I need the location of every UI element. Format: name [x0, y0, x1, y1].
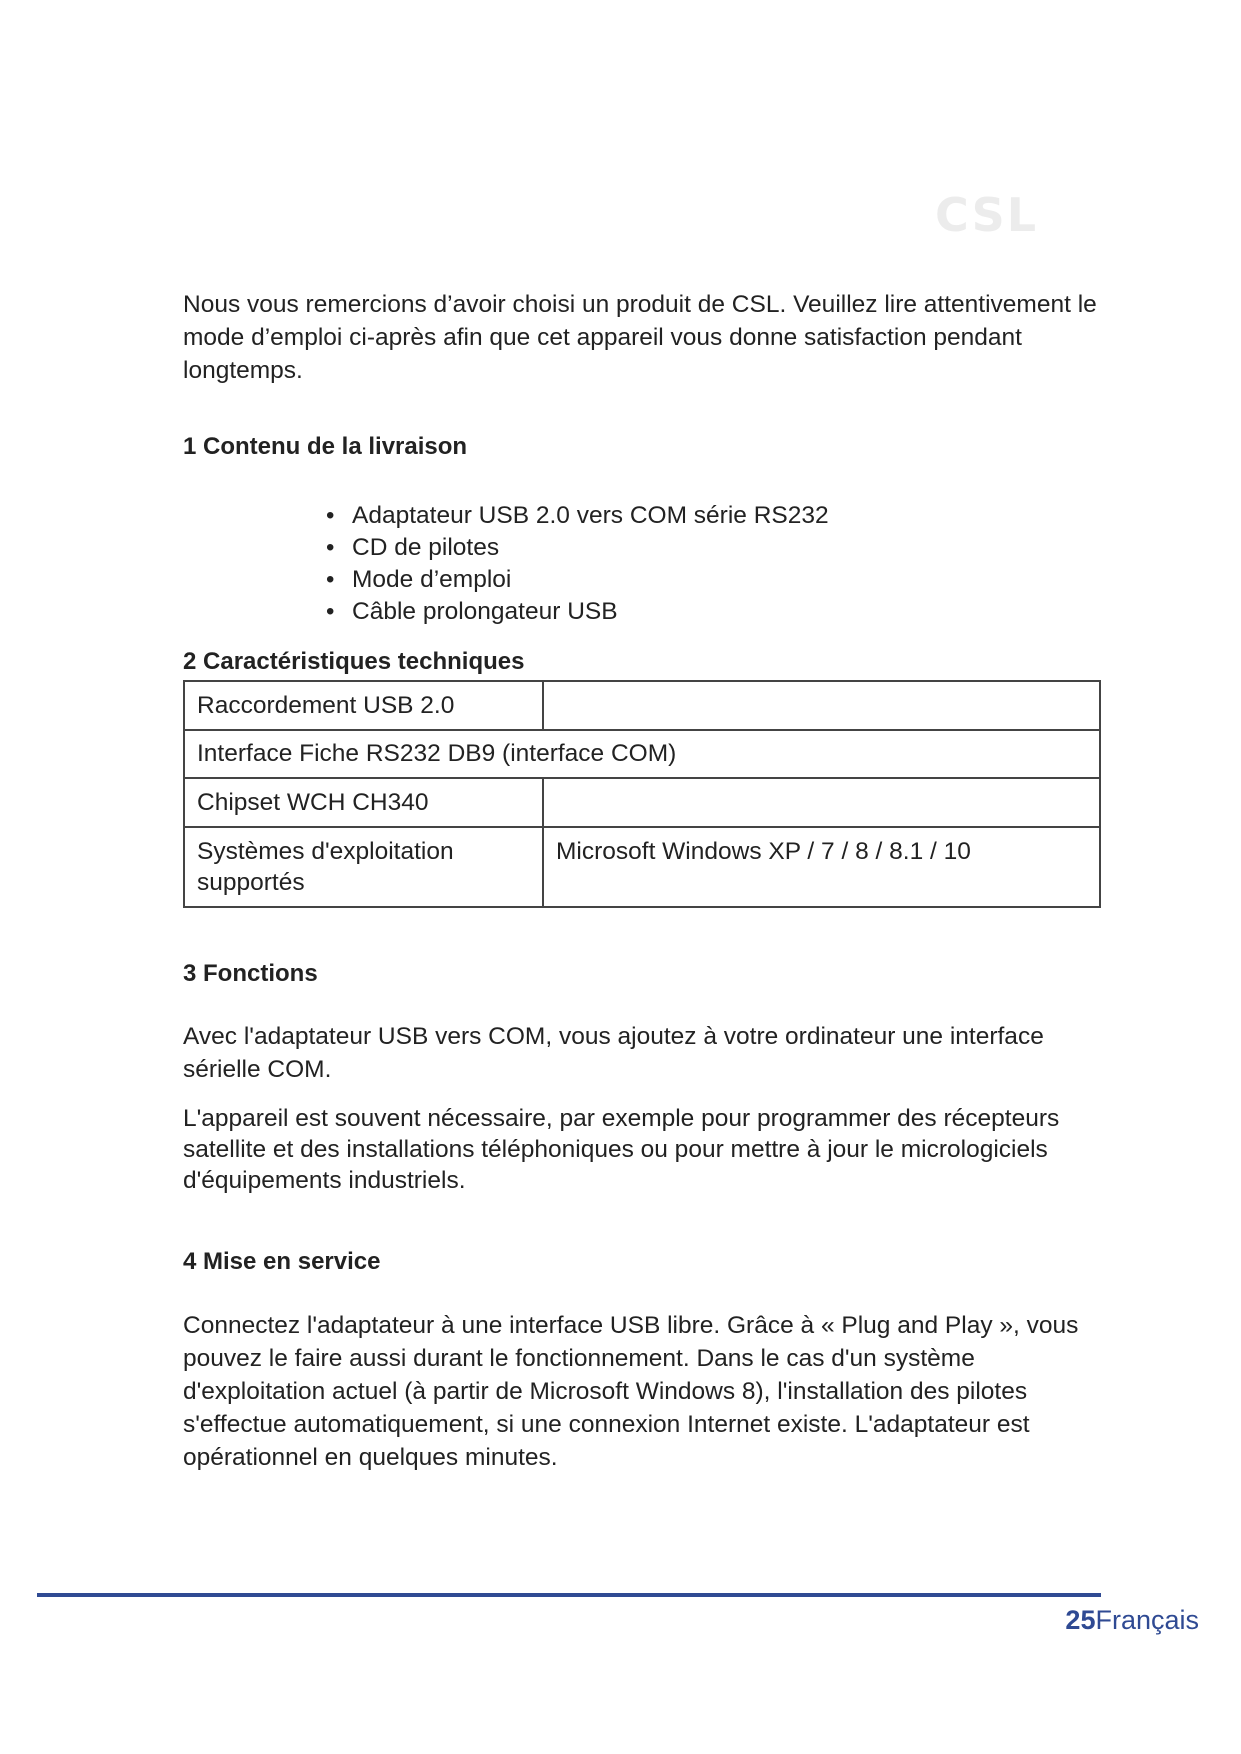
section-3-title: 3 Fonctions [183, 960, 318, 987]
page-content [183, 288, 1103, 1474]
table-row [184, 827, 1100, 907]
spec-value [543, 681, 1100, 730]
section-1-title: 1 Contenu de la livraison [183, 433, 468, 460]
specs-table [183, 680, 1101, 908]
intro-paragraph: Nous vous remercions d’avoir choisi un produit de CSL. Veuillez lire attentivement le mode d’emploi ci-après afin que cet appareil vous donne satisfaction pendant longtemps. [183, 291, 1097, 384]
csl-logo-watermark: CSL [935, 188, 1039, 242]
list-item: • CD de pilotes [326, 532, 1103, 564]
spec-label: Raccordement USB 2.0 [184, 681, 543, 730]
functions-paragraph-1: Avec l'adaptateur USB vers COM, vous ajoutez à votre ordinateur une interface sérielle COM. [183, 1023, 1044, 1083]
spec-label: Chipset WCH CH340 [184, 778, 543, 827]
delivery-list [183, 500, 1103, 628]
setup-paragraph: Connectez l'adaptateur à une interface USB libre. Grâce à « Plug and Play », vous pouvez le faire aussi durant le fonctionnement. Dans le cas d'un système d'exploitation actuel (à partir de Microsoft Windows 8), l'installation des pilotes s'effectue automatiquement, si une connexion Internet existe. L'adaptateur est opérationnel en quelques minutes. [183, 1312, 1079, 1471]
page-footer [1065, 1605, 1199, 1636]
spec-label: Systèmes d'exploitation supportés [184, 827, 543, 907]
list-item: • Adaptateur USB 2.0 vers COM série RS232 [326, 500, 1103, 532]
table-row [184, 730, 1100, 778]
list-item: • Câble prolongateur USB [326, 596, 1103, 628]
section-4-title: 4 Mise en service [183, 1248, 381, 1275]
spec-value: Microsoft Windows XP / 7 / 8 / 8.1 / 10 [543, 827, 1100, 907]
footer-rule [37, 1593, 1101, 1597]
section-2-title: 2 Caractéristiques techniques [183, 648, 525, 675]
list-item: • Mode d’emploi [326, 564, 1103, 596]
functions-paragraph-2: L'appareil est souvent nécessaire, par exemple pour programmer des récepteurs satellite et des installations téléphoniques ou pour mettre à jour le micrologiciels d'équipements industriels. [183, 1105, 1060, 1194]
table-row [184, 681, 1100, 730]
spec-value [543, 778, 1100, 827]
footer-language: Français [1095, 1605, 1199, 1635]
spec-label: Interface Fiche RS232 DB9 (interface COM) [184, 730, 1100, 778]
table-row [184, 778, 1100, 827]
page-number: 25 [1065, 1605, 1096, 1635]
